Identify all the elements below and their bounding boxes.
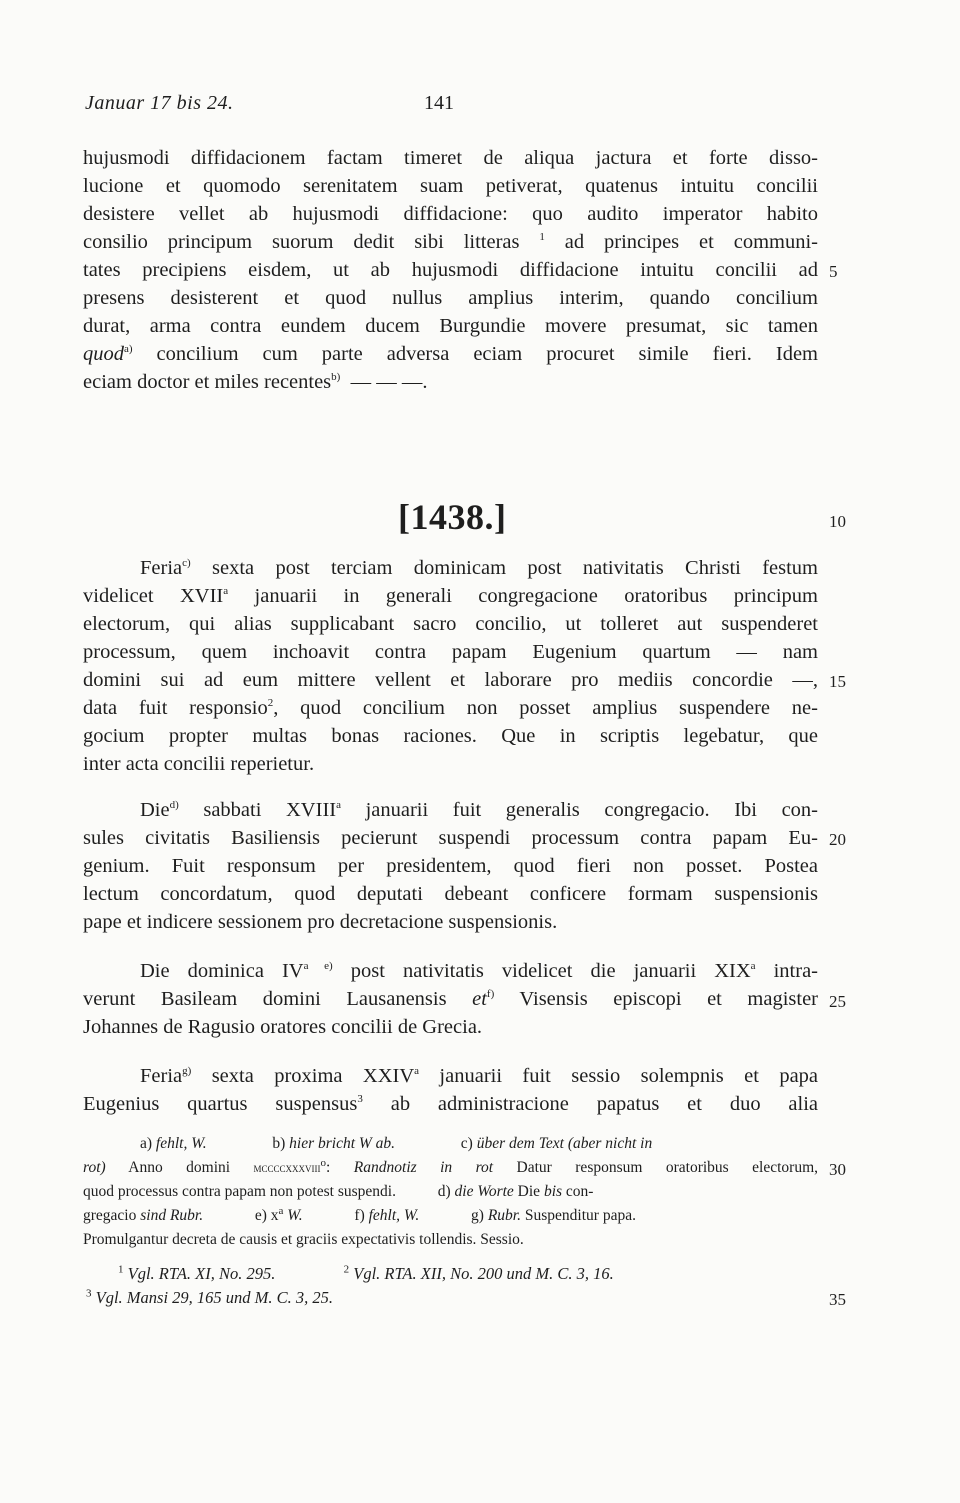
text-line: hujusmodi diffidacionem factam timeret de aliqua jactura et forte disso- [83,147,818,169]
text-line: Johannes de Ragusio oratores concilii de Grecia. [83,1016,483,1038]
text-line: inter acta concilii reperietur. [83,753,315,775]
text-line: durat, arma contra eundem ducem Burgundie movere presumat, sic tamen [83,315,818,337]
text-line: Feria$^{c)}$ sexta post terciam dominicam post nativitatis Christi festum [140,557,818,579]
footnote-ref: 1 [539,231,545,244]
text-line: Die$^{d)}$ sabbati XVIII$^a$ januarii fuit generalis congregacio. Ibi con- [140,799,819,821]
year-heading: [1438.] [398,497,507,537]
text-line: eciam doctor et miles recentes$^{b)}$ — — —. [83,371,428,393]
footnote-line: $^3$ Vgl. Mansi 29, 165 und M. C. 3, 25. [86,1287,334,1307]
footnote-ref: b) [331,371,341,384]
text-line: gocium propter multas bonas raciones. Que in scriptis legebatur, que [83,725,818,747]
text-line: presens desisterent et quod nullus amplius interim, quando concilium [83,287,818,309]
text-line: data fuit responsio$^2$, quod concilium non posset amplius suspendere ne- [83,697,818,719]
margin-line-number: 25 [829,992,846,1011]
footnote-ref: 2 [267,697,274,710]
text-line: verunt Basileam domini Lausanensis $et^{f)}$ Visensis episcopi et magister [83,988,818,1010]
text-line: Feria$^{g)}$ sexta proxima XXIV$^a$ januarii fuit sessio solempnis et papa [140,1065,819,1087]
footnote-ref: g) [182,1065,192,1078]
footnote-line: rot) Anno domini mccccxxxviii$^o$: Randnotiz in rot Datur responsum oratoribus electorum, [83,1156,818,1176]
text-line: Die dominica $IV^{a e)}$ post nativitatis videlicet die januarii XIX$^a$ intra- [140,960,819,982]
margin-line-number: 5 [829,262,838,281]
footnote-ref: c) [182,557,191,570]
footnote-ref: a e) [303,960,333,973]
text-line: quod$^{a)}$ concilium cum parte adversa eciam procuret simile fieri. Idem [83,343,818,365]
text-line: sules civitatis Basiliensis pecierunt suspendi processum contra papam Eu- [83,827,818,849]
footnote-line: quod processus contra papam non potest suspendi. d) die Worte Die bis con- [83,1183,594,1200]
running-title: Januar 17 bis 24. [85,92,234,114]
text-line: domini sui ad eum mittere vellent et laborare pro mediis concordie —, [83,669,818,691]
footnote-ref: 3 [357,1093,363,1106]
page-number: 141 [424,92,454,114]
text-line: lectum concordatum, quod deputati debeant conficere formam suspensionis [83,883,818,905]
text-line: videlicet XVII$^a$ januarii in generali congregacione oratoribus principum [83,585,819,607]
text-line: genium. Fuit responsum per presidentem, quod fieri non posset. Postea [83,855,818,877]
footnote-line: Promulgantur decreta de causis et graciis expectativis tollendis. Sessio. [83,1231,524,1248]
footnote-line: $^1$ Vgl. RTA. XI, No. 295. $^2$ Vgl. RTA. XII, No. 200 und M. C. 3, 16. [118,1263,614,1283]
margin-line-number: 35 [829,1290,846,1309]
text-line: Eugenius quartus suspensus$^3$ ab administracione papatus et duo alia [83,1093,819,1115]
footnote-line: gregacio sind Rubr. e) $x^a$ W. f) fehlt, W. g) Rubr. Suspenditur papa. [83,1204,636,1224]
text-line: tates precipiens eisdem, ut ab hujusmodi diffidacione intuitu concilii ad [83,259,818,281]
margin-line-number: 20 [829,830,846,849]
margin-line-number: 30 [829,1160,846,1179]
text-line: processum, quem inchoavit contra papam Eugenium quartum — nam [83,641,818,663]
text-line: consilio principum suorum dedit sibi litteras $^1$ ad principes et communi- [83,231,818,253]
footnote-line: a) fehlt, W. b) hier bricht W ab. c) über dem Text (aber nicht in [140,1135,653,1152]
margin-line-number: 15 [829,672,846,691]
text-line: pape et indicere sessionem pro decretacione suspensionis. [83,911,558,933]
text-line: desistere vellet ab hujusmodi diffidacione: quo audito imperator habito [83,203,818,225]
text-line: electorum, qui alias supplicabant sacro concilio, ut tolleret aut suspenderet [83,613,818,635]
margin-line-number: 10 [829,512,846,531]
text-line: lucione et quomodo serenitatem suam petiverat, quatenus intuitu concilii [83,175,818,197]
footnote-ref: f) [486,988,495,1001]
footnote-ref: a) [124,343,133,356]
footnote-ref: d) [169,799,179,812]
